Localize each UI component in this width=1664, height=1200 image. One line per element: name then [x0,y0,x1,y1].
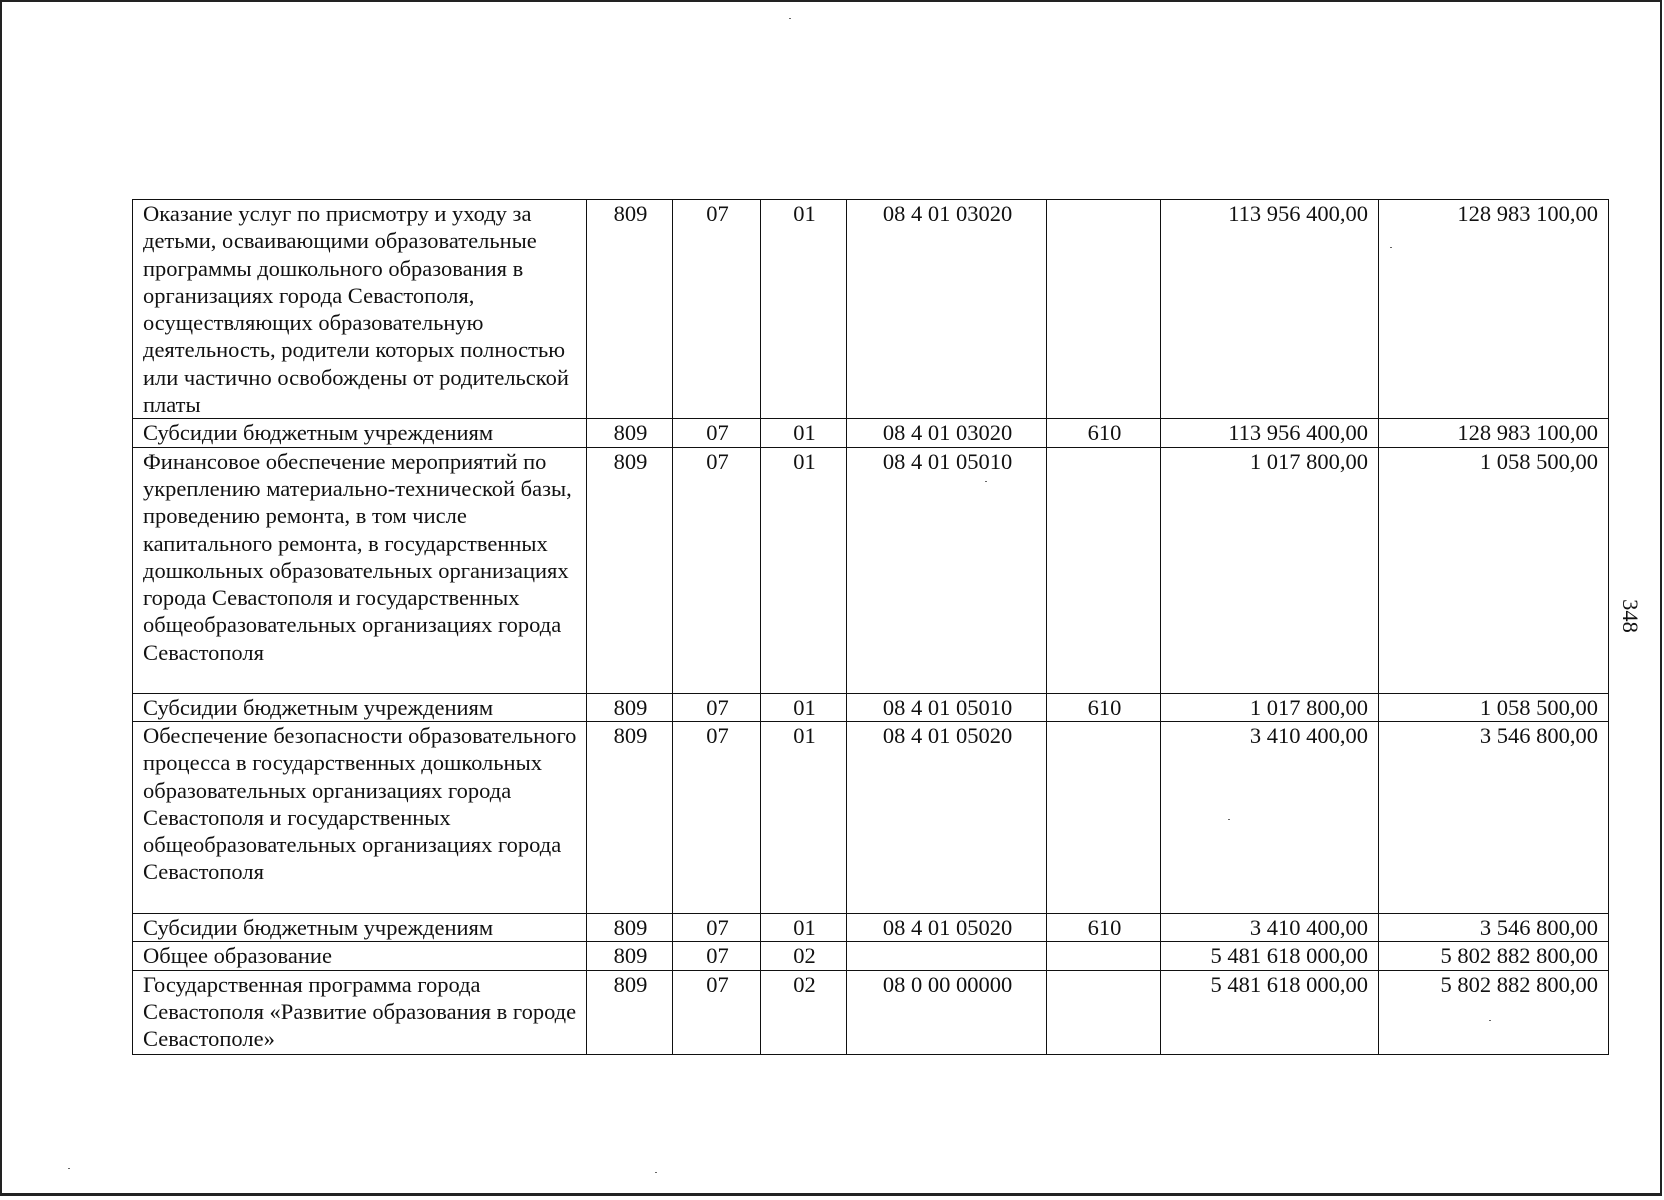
cell-subsection: 01 [761,419,847,447]
cell-ministry-code: 809 [587,200,673,419]
page-number: 348 [1618,599,1643,633]
row-description: Общее образование [133,942,587,970]
budget-table [132,199,1609,1055]
cell-target-article: 08 4 01 03020 [847,419,1047,447]
cell-section: 07 [673,447,761,693]
cell-amount-year2: 5 802 882 800,00 [1379,970,1609,1054]
cell-target-article: 08 4 01 05010 [847,693,1047,721]
cell-amount-year1: 113 956 400,00 [1161,200,1379,419]
cell-target-article: 08 4 01 05020 [847,913,1047,941]
table-row [133,419,1609,447]
cell-amount-year2: 3 546 800,00 [1379,721,1609,913]
cell-subsection: 02 [761,942,847,970]
cell-target-article [847,942,1047,970]
cell-target-article: 08 4 01 03020 [847,200,1047,419]
cell-expense-type: 610 [1047,913,1161,941]
cell-section: 07 [673,200,761,419]
cell-subsection: 02 [761,970,847,1054]
cell-expense-type [1047,970,1161,1054]
cell-ministry-code: 809 [587,942,673,970]
cell-amount-year1: 5 481 618 000,00 [1161,970,1379,1054]
cell-ministry-code: 809 [587,913,673,941]
cell-target-article: 08 4 01 05010 [847,447,1047,693]
cell-amount-year2: 3 546 800,00 [1379,913,1609,941]
row-description: Субсидии бюджетным учреждениям [133,913,587,941]
cell-amount-year1: 3 410 400,00 [1161,913,1379,941]
cell-amount-year2: 5 802 882 800,00 [1379,942,1609,970]
row-description: Субсидии бюджетным учреждениям [133,693,587,721]
cell-expense-type [1047,200,1161,419]
table-row [133,970,1609,1054]
cell-section: 07 [673,721,761,913]
cell-subsection: 01 [761,200,847,419]
cell-amount-year1: 3 410 400,00 [1161,721,1379,913]
cell-subsection: 01 [761,913,847,941]
row-description: Финансовое обеспечение мероприятий по укреплению материально-технической базы, проведению ремонта, в том числе капитального ремонта, в государственных дошкольных образовательных организациях города Севастополя и государственных общеобразовательных организациях города Севастополя [133,447,587,693]
cell-amount-year2: 1 058 500,00 [1379,447,1609,693]
cell-expense-type: 610 [1047,693,1161,721]
cell-subsection: 01 [761,693,847,721]
cell-section: 07 [673,942,761,970]
table-row [133,913,1609,941]
table-row [133,693,1609,721]
cell-subsection: 01 [761,721,847,913]
cell-target-article: 08 0 00 00000 [847,970,1047,1054]
cell-expense-type: 610 [1047,419,1161,447]
cell-subsection: 01 [761,447,847,693]
cell-target-article: 08 4 01 05020 [847,721,1047,913]
row-description: Обеспечение безопасности образовательного процесса в государственных дошкольных образовательных организациях города Севастополя и государственных общеобразовательных организациях города Севастополя [133,721,587,913]
table-row [133,447,1609,693]
cell-amount-year2: 128 983 100,00 [1379,200,1609,419]
cell-ministry-code: 809 [587,721,673,913]
cell-amount-year1: 1 017 800,00 [1161,447,1379,693]
cell-ministry-code: 809 [587,693,673,721]
cell-expense-type [1047,942,1161,970]
cell-amount-year1: 113 956 400,00 [1161,419,1379,447]
row-description: Государственная программа города Севастополя «Развитие образования в городе Севастополе» [133,970,587,1054]
row-description: Оказание услуг по присмотру и уходу за детьми, осваивающими образовательные программы дошкольного образования в организациях города Севастополя, осуществляющих образовательную деятельность, родители которых полностью или частично освобождены от родительской платы [133,200,587,419]
cell-section: 07 [673,970,761,1054]
row-description: Субсидии бюджетным учреждениям [133,419,587,447]
table-row [133,200,1609,419]
cell-section: 07 [673,913,761,941]
table-row [133,721,1609,913]
cell-amount-year2: 1 058 500,00 [1379,693,1609,721]
cell-amount-year1: 1 017 800,00 [1161,693,1379,721]
cell-amount-year1: 5 481 618 000,00 [1161,942,1379,970]
cell-section: 07 [673,693,761,721]
cell-expense-type [1047,447,1161,693]
cell-expense-type [1047,721,1161,913]
cell-section: 07 [673,419,761,447]
cell-ministry-code: 809 [587,447,673,693]
cell-ministry-code: 809 [587,419,673,447]
cell-amount-year2: 128 983 100,00 [1379,419,1609,447]
cell-ministry-code: 809 [587,970,673,1054]
table-row [133,942,1609,970]
